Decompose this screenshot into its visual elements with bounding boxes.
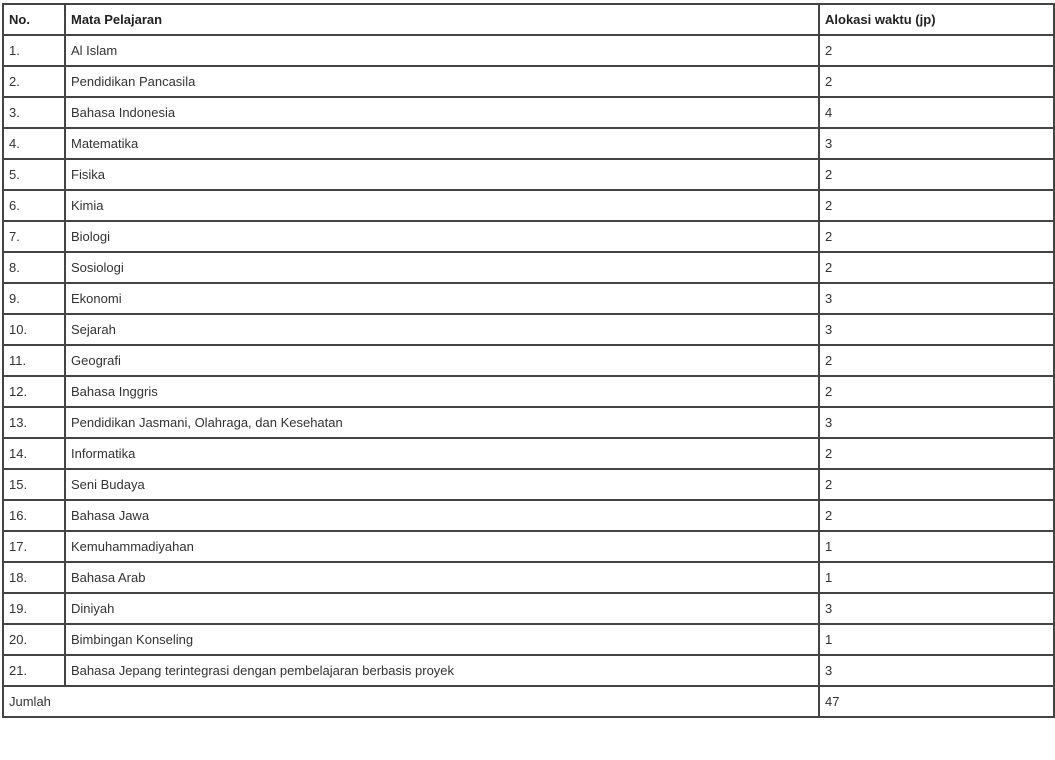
- row-number: 21.: [3, 655, 65, 686]
- row-subject: Pendidikan Jasmani, Olahraga, dan Kesehatan: [65, 407, 819, 438]
- table-row: [3, 35, 1054, 66]
- row-number: 15.: [3, 469, 65, 500]
- row-number: 5.: [3, 159, 65, 190]
- table-row: [3, 66, 1054, 97]
- subject-allocation-table: [2, 3, 1055, 718]
- table-row: [3, 128, 1054, 159]
- row-number: 2.: [3, 66, 65, 97]
- total-value: 47: [819, 686, 1054, 717]
- table-row: [3, 252, 1054, 283]
- row-subject: Bahasa Arab: [65, 562, 819, 593]
- row-subject: Geografi: [65, 345, 819, 376]
- row-subject: Bahasa Jawa: [65, 500, 819, 531]
- row-subject: Sosiologi: [65, 252, 819, 283]
- row-subject: Diniyah: [65, 593, 819, 624]
- row-subject: Bahasa Jepang terintegrasi dengan pembelajaran berbasis proyek: [65, 655, 819, 686]
- total-label: Jumlah: [3, 686, 819, 717]
- row-allocation: 1: [819, 531, 1054, 562]
- table-row: [3, 190, 1054, 221]
- table-row: [3, 593, 1054, 624]
- row-number: 8.: [3, 252, 65, 283]
- row-allocation: 2: [819, 345, 1054, 376]
- header-row: [3, 4, 1054, 35]
- table-row: [3, 283, 1054, 314]
- table-row: [3, 438, 1054, 469]
- row-subject: Bimbingan Konseling: [65, 624, 819, 655]
- row-allocation: 2: [819, 66, 1054, 97]
- row-number: 14.: [3, 438, 65, 469]
- row-allocation: 3: [819, 655, 1054, 686]
- row-subject: Matematika: [65, 128, 819, 159]
- row-allocation: 2: [819, 221, 1054, 252]
- row-number: 4.: [3, 128, 65, 159]
- row-subject: Ekonomi: [65, 283, 819, 314]
- row-allocation: 3: [819, 314, 1054, 345]
- row-number: 7.: [3, 221, 65, 252]
- table-row: [3, 469, 1054, 500]
- row-number: 19.: [3, 593, 65, 624]
- table-row: [3, 159, 1054, 190]
- table-header: [3, 4, 1054, 35]
- row-allocation: 3: [819, 407, 1054, 438]
- row-subject: Pendidikan Pancasila: [65, 66, 819, 97]
- row-subject: Kemuhammadiyahan: [65, 531, 819, 562]
- row-allocation: 3: [819, 283, 1054, 314]
- row-number: 12.: [3, 376, 65, 407]
- row-number: 18.: [3, 562, 65, 593]
- row-allocation: 2: [819, 159, 1054, 190]
- table-row: [3, 562, 1054, 593]
- row-allocation: 2: [819, 500, 1054, 531]
- table-row: [3, 376, 1054, 407]
- row-allocation: 2: [819, 376, 1054, 407]
- row-subject: Kimia: [65, 190, 819, 221]
- table-row: [3, 221, 1054, 252]
- table-row: [3, 345, 1054, 376]
- row-allocation: 2: [819, 469, 1054, 500]
- row-subject: Bahasa Inggris: [65, 376, 819, 407]
- row-subject: Seni Budaya: [65, 469, 819, 500]
- row-subject: Informatika: [65, 438, 819, 469]
- row-number: 1.: [3, 35, 65, 66]
- row-allocation: 1: [819, 624, 1054, 655]
- row-subject: Bahasa Indonesia: [65, 97, 819, 128]
- row-number: 9.: [3, 283, 65, 314]
- header-no: No.: [3, 4, 65, 35]
- row-allocation: 3: [819, 593, 1054, 624]
- header-subject: Mata Pelajaran: [65, 4, 819, 35]
- table-row: [3, 314, 1054, 345]
- table-row: [3, 624, 1054, 655]
- row-number: 10.: [3, 314, 65, 345]
- table-row: [3, 531, 1054, 562]
- table-row: [3, 97, 1054, 128]
- row-subject: Al Islam: [65, 35, 819, 66]
- row-number: 3.: [3, 97, 65, 128]
- row-allocation: 1: [819, 562, 1054, 593]
- row-number: 20.: [3, 624, 65, 655]
- row-allocation: 2: [819, 35, 1054, 66]
- row-subject: Fisika: [65, 159, 819, 190]
- row-number: 16.: [3, 500, 65, 531]
- row-number: 17.: [3, 531, 65, 562]
- table-row: [3, 655, 1054, 686]
- header-allocation: Alokasi waktu (jp): [819, 4, 1054, 35]
- row-number: 13.: [3, 407, 65, 438]
- table-body: [3, 35, 1054, 717]
- table-row: [3, 500, 1054, 531]
- row-allocation: 3: [819, 128, 1054, 159]
- row-allocation: 2: [819, 252, 1054, 283]
- row-number: 6.: [3, 190, 65, 221]
- row-number: 11.: [3, 345, 65, 376]
- row-subject: Sejarah: [65, 314, 819, 345]
- table-row: [3, 407, 1054, 438]
- row-allocation: 2: [819, 438, 1054, 469]
- row-allocation: 2: [819, 190, 1054, 221]
- row-allocation: 4: [819, 97, 1054, 128]
- total-row: [3, 686, 1054, 717]
- row-subject: Biologi: [65, 221, 819, 252]
